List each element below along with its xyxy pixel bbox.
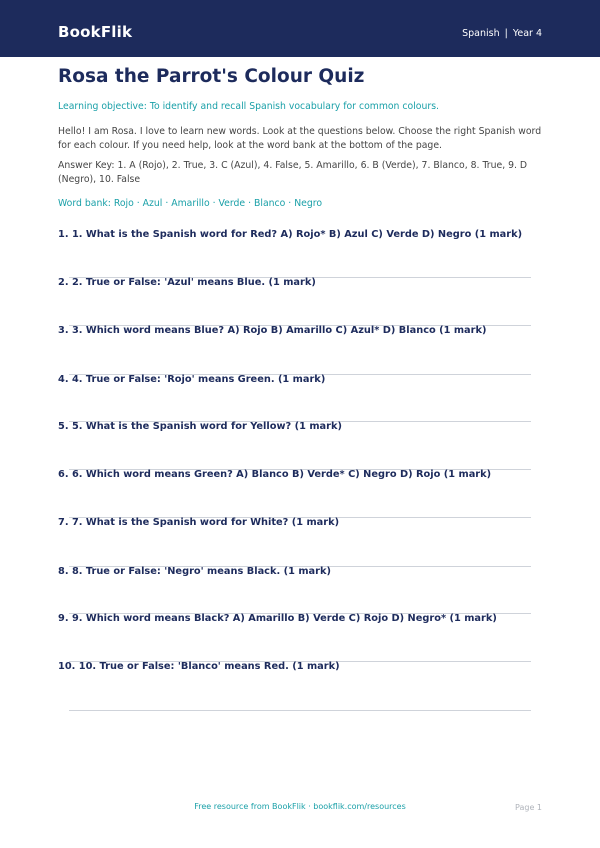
learning-objective: Learning objective: To identify and recall Spanish vocabulary for common colours. [58, 101, 439, 112]
answer-line-10 [69, 710, 531, 711]
question-9: 9. 9. Which word means Black? A) Amarillo B) Verde C) Rojo D) Negro* (1 mark) [58, 613, 497, 624]
question-6: 6. 6. Which word means Green? A) Blanco B) Verde* C) Negro D) Rojo (1 mark) [58, 469, 492, 480]
question-2: 2. 2. True or False: 'Azul' means Blue. (1 mark) [58, 277, 316, 288]
brand-logo[interactable]: BookFlik [58, 23, 133, 41]
answer-key: Answer Key: 1. A (Rojo), 2. True, 3. C (Azul), 4. False, 5. Amarillo, 6. B (Verde), 7. Blanco, 8. True, 9. D (Negro), 10. False [58, 160, 528, 185]
year-label: Year 4 [512, 28, 542, 39]
word-bank: Word bank: Rojo · Azul · Amarillo · Verde · Blanco · Negro [58, 198, 323, 209]
question-8: 8. 8. True or False: 'Negro' means Black. (1 mark) [58, 566, 331, 577]
question-5: 5. 5. What is the Spanish word for Yellow? (1 mark) [58, 421, 342, 432]
page-title: Rosa the Parrot's Colour Quiz [58, 66, 365, 87]
footer-resource-link[interactable]: Free resource from BookFlik · bookflik.com/resources [194, 802, 406, 811]
question-4: 4. 4. True or False: 'Rojo' means Green. (1 mark) [58, 374, 326, 385]
header-bar [0, 0, 600, 57]
question-1: 1. 1. What is the Spanish word for Red? A) Rojo* B) Azul C) Verde D) Negro (1 mark) [58, 229, 523, 240]
page-number: Page 1 [515, 803, 542, 812]
subject-year [462, 28, 542, 39]
question-7: 7. 7. What is the Spanish word for White? (1 mark) [58, 517, 340, 528]
intro-text: Hello! I am Rosa. I love to learn new words. Look at the questions below. Choose the right Spanish word for each colour. If you need help, look at the word bank at the bottom of the page. [58, 126, 542, 151]
subject-separator: | [504, 28, 508, 39]
question-3: 3. 3. Which word means Blue? A) Rojo B) Amarillo C) Azul* D) Blanco (1 mark) [58, 325, 487, 336]
subject-label: Spanish [462, 28, 500, 39]
question-10: 10. 10. True or False: 'Blanco' means Red. (1 mark) [58, 661, 340, 672]
